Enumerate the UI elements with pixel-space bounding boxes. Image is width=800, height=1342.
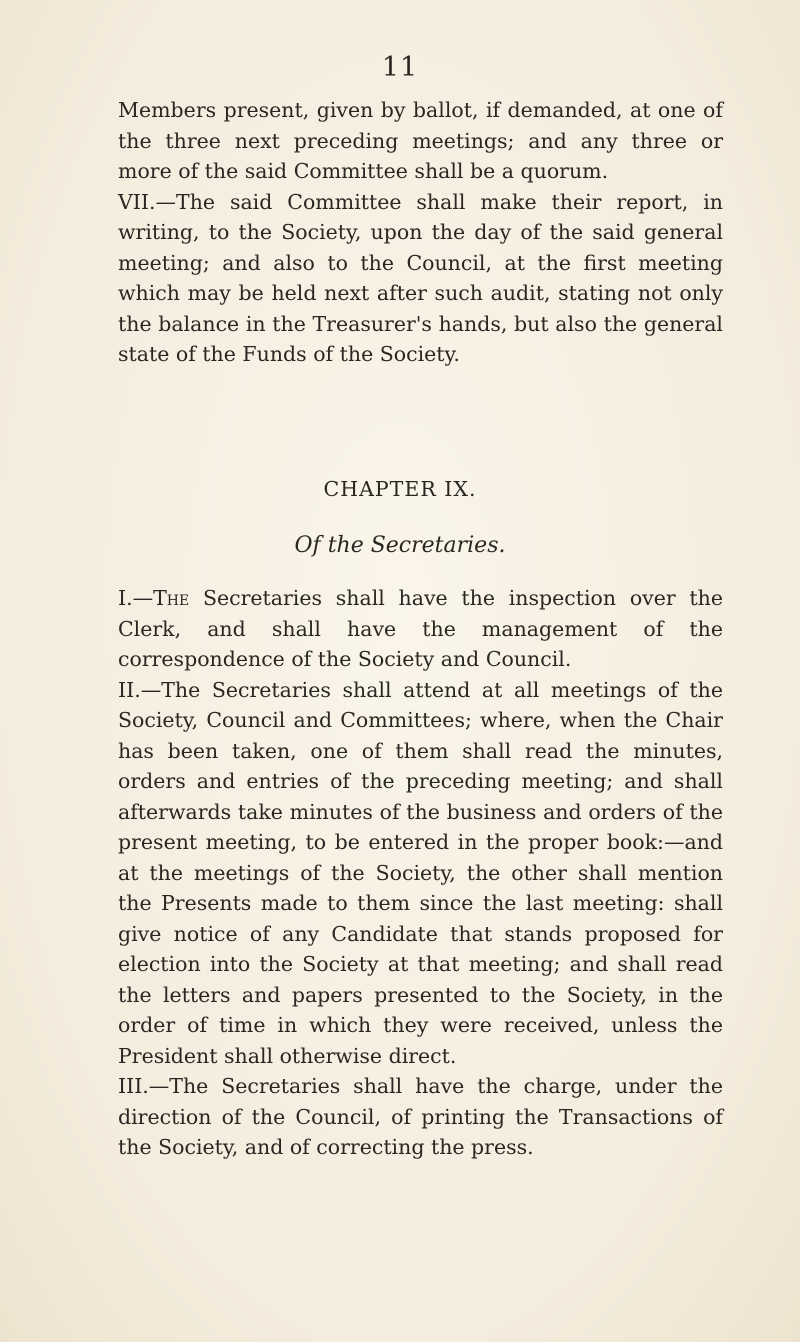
paragraph-i <box>118 583 723 675</box>
paragraph-iii: III.—The Secretaries shall have the charge, under the direction of the Council, of printing the Transactions of the Society, and of correcting the press. <box>118 1074 723 1159</box>
paragraph-i-lead: I.—The <box>118 586 190 610</box>
paragraph-ii: II.—The Secretaries shall attend at all meetings of the Society, Council and Committees; where, when the Chair has been taken, one of them shall read the minutes, orders and entries of the preceding meeting; and shall afterwards take minutes of the business and orders of the present meeting, to be entered in the proper book:—and at the meetings of the Society, the other shall mention the Presents made to them since the last meeting: shall give notice of any Candidate that stands proposed for election into the Society at that meeting; and shall read the letters and papers presented to the Society, in the order of time in which they were received, unless the President shall otherwise direct. <box>118 677 723 1068</box>
text-block-top <box>118 95 723 370</box>
text-block-chapter <box>118 583 723 1163</box>
paragraph-vii: VII.—The said Committee shall make their report, in writing, to the Society, upon the day of the said general meeting; and also to the Council, at the first meeting which may be held next after such audit, stating not only the balance in the Treasurer's hands, but also the general state of the Funds of the Society. <box>118 189 723 366</box>
paragraph-i-text: Secretaries shall have the inspection over the Clerk, and shall have the management of the correspondence of the Society and Council. <box>118 586 723 671</box>
chapter-subtitle: Of the Secretaries. <box>294 533 506 558</box>
chapter-heading: CHAPTER IX. <box>323 477 477 501</box>
page-number: 11 <box>381 52 419 83</box>
paragraph-continued: Members present, given by ballot, if demanded, at one of the three next preceding meetings; and any three or more of the said Committee shall be a quorum. <box>118 98 723 183</box>
